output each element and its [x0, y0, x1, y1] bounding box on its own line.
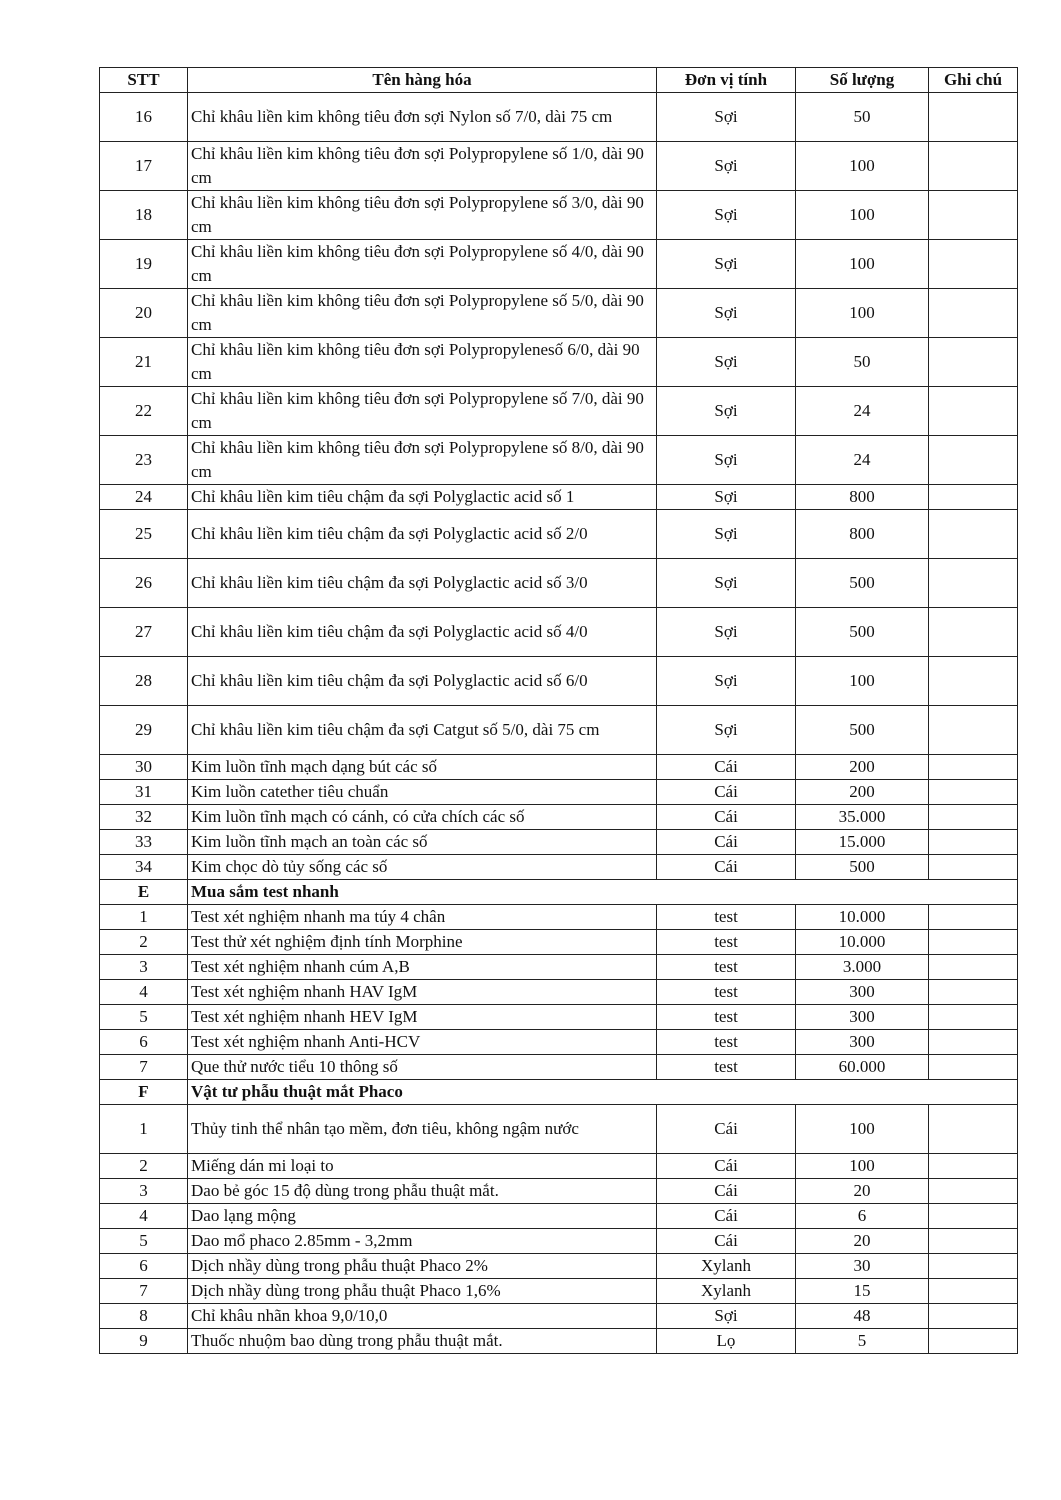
cell-note: [929, 905, 1018, 930]
cell-stt: 7: [100, 1055, 188, 1080]
header-stt: STT: [100, 68, 188, 93]
cell-name: Dịch nhầy dùng trong phẫu thuật Phaco 1,6%: [188, 1279, 657, 1304]
table-row: [100, 905, 1018, 930]
cell-qty: 6: [796, 1204, 929, 1229]
table-row: [100, 240, 1018, 289]
table-row: [100, 289, 1018, 338]
cell-qty: 100: [796, 1154, 929, 1179]
cell-qty: 15.000: [796, 830, 929, 855]
table-row: [100, 191, 1018, 240]
header-qty: Số lượng: [796, 68, 929, 93]
table-header-row: [100, 68, 1018, 93]
cell-note: [929, 755, 1018, 780]
table-row: [100, 805, 1018, 830]
table-row: [100, 142, 1018, 191]
table-row: [100, 338, 1018, 387]
cell-qty: 10.000: [796, 905, 929, 930]
cell-stt: 8: [100, 1304, 188, 1329]
cell-note: [929, 93, 1018, 142]
cell-unit: test: [657, 1030, 796, 1055]
cell-unit: Sợi: [657, 657, 796, 706]
cell-name: Dao lạng mộng: [188, 1204, 657, 1229]
cell-note: [929, 1279, 1018, 1304]
cell-unit: Sợi: [657, 191, 796, 240]
cell-name: Chỉ khâu liền kim không tiêu đơn sợi Polypropylene số 7/0, dài 90 cm: [188, 387, 657, 436]
header-note: Ghi chú: [929, 68, 1018, 93]
cell-qty: 500: [796, 559, 929, 608]
section-row: [100, 1080, 1018, 1105]
cell-unit: Sợi: [657, 559, 796, 608]
cell-unit: Cái: [657, 1229, 796, 1254]
cell-note: [929, 1005, 1018, 1030]
supply-table: [99, 67, 1018, 1354]
table-row: [100, 1154, 1018, 1179]
section-title: Vật tư phẫu thuật mắt Phaco: [188, 1080, 1018, 1105]
cell-name: Chỉ khâu liền kim tiêu chậm đa sợi Catgut số 5/0, dài 75 cm: [188, 706, 657, 755]
cell-qty: 5: [796, 1329, 929, 1354]
table-row: [100, 930, 1018, 955]
table-body: [100, 93, 1018, 1354]
section-row: [100, 880, 1018, 905]
cell-note: [929, 780, 1018, 805]
cell-unit: Lọ: [657, 1329, 796, 1354]
table-row: [100, 436, 1018, 485]
cell-unit: test: [657, 930, 796, 955]
cell-name: Chỉ khâu liền kim không tiêu đơn sợi Polypropylene số 5/0, dài 90 cm: [188, 289, 657, 338]
cell-qty: 500: [796, 706, 929, 755]
cell-unit: Cái: [657, 755, 796, 780]
cell-stt: 23: [100, 436, 188, 485]
cell-unit: Sợi: [657, 510, 796, 559]
cell-stt: 32: [100, 805, 188, 830]
table-row: [100, 1179, 1018, 1204]
cell-note: [929, 1229, 1018, 1254]
cell-unit: Sợi: [657, 240, 796, 289]
cell-qty: 24: [796, 387, 929, 436]
cell-unit: Xylanh: [657, 1279, 796, 1304]
cell-stt: 28: [100, 657, 188, 706]
cell-note: [929, 1204, 1018, 1229]
cell-name: Chỉ khâu liền kim không tiêu đơn sợi Nylon số 7/0, dài 75 cm: [188, 93, 657, 142]
cell-stt: 18: [100, 191, 188, 240]
cell-qty: 200: [796, 755, 929, 780]
cell-unit: Cái: [657, 1204, 796, 1229]
cell-stt: 2: [100, 1154, 188, 1179]
cell-qty: 300: [796, 1030, 929, 1055]
cell-unit: Sợi: [657, 93, 796, 142]
cell-stt: 34: [100, 855, 188, 880]
cell-unit: Cái: [657, 805, 796, 830]
cell-note: [929, 510, 1018, 559]
section-code: F: [100, 1080, 188, 1105]
table-row: [100, 755, 1018, 780]
cell-stt: 3: [100, 955, 188, 980]
cell-unit: test: [657, 980, 796, 1005]
table-row: [100, 1005, 1018, 1030]
cell-name: Chỉ khâu nhãn khoa 9,0/10,0: [188, 1304, 657, 1329]
cell-qty: 3.000: [796, 955, 929, 980]
cell-unit: Sợi: [657, 338, 796, 387]
cell-stt: 3: [100, 1179, 188, 1204]
cell-stt: 20: [100, 289, 188, 338]
cell-name: Thuốc nhuộm bao dùng trong phẫu thuật mắt.: [188, 1329, 657, 1354]
cell-note: [929, 608, 1018, 657]
cell-note: [929, 980, 1018, 1005]
cell-qty: 100: [796, 142, 929, 191]
cell-unit: Sợi: [657, 485, 796, 510]
cell-note: [929, 1329, 1018, 1354]
cell-stt: 16: [100, 93, 188, 142]
section-code: E: [100, 880, 188, 905]
cell-note: [929, 191, 1018, 240]
cell-qty: 300: [796, 980, 929, 1005]
table-row: [100, 706, 1018, 755]
cell-stt: 29: [100, 706, 188, 755]
cell-stt: 9: [100, 1329, 188, 1354]
cell-note: [929, 657, 1018, 706]
cell-note: [929, 805, 1018, 830]
cell-stt: 5: [100, 1229, 188, 1254]
cell-name: Dịch nhầy dùng trong phẫu thuật Phaco 2%: [188, 1254, 657, 1279]
table-row: [100, 1329, 1018, 1354]
cell-qty: 48: [796, 1304, 929, 1329]
cell-name: Dao bẻ góc 15 độ dùng trong phẫu thuật mắt.: [188, 1179, 657, 1204]
cell-stt: 19: [100, 240, 188, 289]
cell-note: [929, 1154, 1018, 1179]
cell-name: Chỉ khâu liền kim tiêu chậm đa sợi Polyglactic acid số 4/0: [188, 608, 657, 657]
table-row: [100, 780, 1018, 805]
cell-unit: Sợi: [657, 436, 796, 485]
cell-note: [929, 289, 1018, 338]
cell-note: [929, 240, 1018, 289]
cell-stt: 25: [100, 510, 188, 559]
cell-note: [929, 485, 1018, 510]
cell-qty: 50: [796, 338, 929, 387]
table-row: [100, 387, 1018, 436]
cell-stt: 5: [100, 1005, 188, 1030]
cell-note: [929, 436, 1018, 485]
cell-note: [929, 830, 1018, 855]
cell-name: Kim luồn tĩnh mạch an toàn các số: [188, 830, 657, 855]
cell-name: Kim luồn tĩnh mạch có cánh, có cửa chích các số: [188, 805, 657, 830]
table-row: [100, 559, 1018, 608]
cell-name: Kim luồn tĩnh mạch dạng bút các số: [188, 755, 657, 780]
cell-qty: 50: [796, 93, 929, 142]
cell-qty: 30: [796, 1254, 929, 1279]
cell-unit: Cái: [657, 780, 796, 805]
table-row: [100, 93, 1018, 142]
cell-qty: 24: [796, 436, 929, 485]
cell-unit: Cái: [657, 855, 796, 880]
cell-qty: 35.000: [796, 805, 929, 830]
cell-stt: 6: [100, 1030, 188, 1055]
table-row: [100, 1055, 1018, 1080]
table-row: [100, 1304, 1018, 1329]
table-row: [100, 830, 1018, 855]
cell-stt: 6: [100, 1254, 188, 1279]
cell-qty: 100: [796, 191, 929, 240]
cell-qty: 200: [796, 780, 929, 805]
cell-name: Chỉ khâu liền kim không tiêu đơn sợi Polypropylene số 3/0, dài 90 cm: [188, 191, 657, 240]
cell-stt: 7: [100, 1279, 188, 1304]
cell-unit: Sợi: [657, 706, 796, 755]
table-row: [100, 980, 1018, 1005]
cell-name: Thủy tinh thể nhân tạo mềm, đơn tiêu, không ngậm nước: [188, 1105, 657, 1154]
cell-name: Dao mổ phaco 2.85mm - 3,2mm: [188, 1229, 657, 1254]
table-row: [100, 510, 1018, 559]
table-row: [100, 1105, 1018, 1154]
cell-note: [929, 1179, 1018, 1204]
table-row: [100, 608, 1018, 657]
cell-name: Test xét nghiệm nhanh cúm A,B: [188, 955, 657, 980]
header-name: Tên hàng hóa: [188, 68, 657, 93]
cell-note: [929, 1030, 1018, 1055]
cell-unit: Cái: [657, 1105, 796, 1154]
cell-name: Que thử nước tiểu 10 thông số: [188, 1055, 657, 1080]
cell-note: [929, 1304, 1018, 1329]
cell-stt: 1: [100, 1105, 188, 1154]
cell-note: [929, 930, 1018, 955]
table-row: [100, 1030, 1018, 1055]
cell-unit: Sợi: [657, 1304, 796, 1329]
cell-stt: 2: [100, 930, 188, 955]
cell-name: Test thử xét nghiệm định tính Morphine: [188, 930, 657, 955]
cell-stt: 1: [100, 905, 188, 930]
cell-stt: 21: [100, 338, 188, 387]
cell-name: Chỉ khâu liền kim tiêu chậm đa sợi Polyglactic acid số 6/0: [188, 657, 657, 706]
cell-name: Kim chọc dò tủy sống các số: [188, 855, 657, 880]
cell-qty: 100: [796, 289, 929, 338]
cell-name: Chỉ khâu liền kim không tiêu đơn sợi Polypropylene số 4/0, dài 90 cm: [188, 240, 657, 289]
cell-name: Test xét nghiệm nhanh HEV IgM: [188, 1005, 657, 1030]
cell-qty: 300: [796, 1005, 929, 1030]
header-unit: Đơn vị tính: [657, 68, 796, 93]
cell-name: Test xét nghiệm nhanh ma túy 4 chân: [188, 905, 657, 930]
cell-name: Chỉ khâu liền kim không tiêu đơn sợi Polypropylene số 1/0, dài 90 cm: [188, 142, 657, 191]
cell-qty: 100: [796, 240, 929, 289]
cell-qty: 800: [796, 510, 929, 559]
cell-qty: 100: [796, 657, 929, 706]
cell-stt: 17: [100, 142, 188, 191]
cell-name: Test xét nghiệm nhanh HAV IgM: [188, 980, 657, 1005]
cell-qty: 500: [796, 608, 929, 657]
cell-stt: 26: [100, 559, 188, 608]
cell-name: Test xét nghiệm nhanh Anti-HCV: [188, 1030, 657, 1055]
cell-qty: 10.000: [796, 930, 929, 955]
cell-stt: 30: [100, 755, 188, 780]
cell-unit: Cái: [657, 830, 796, 855]
cell-unit: Sợi: [657, 289, 796, 338]
cell-stt: 4: [100, 1204, 188, 1229]
cell-name: Chỉ khâu liền kim không tiêu đơn sợi Polypropylene số 8/0, dài 90 cm: [188, 436, 657, 485]
cell-stt: 4: [100, 980, 188, 1005]
table-row: [100, 1229, 1018, 1254]
cell-unit: test: [657, 1055, 796, 1080]
cell-unit: Sợi: [657, 387, 796, 436]
cell-name: Chỉ khâu liền kim tiêu chậm đa sợi Polyglactic acid số 3/0: [188, 559, 657, 608]
cell-note: [929, 706, 1018, 755]
cell-unit: Cái: [657, 1154, 796, 1179]
cell-note: [929, 1254, 1018, 1279]
cell-unit: Sợi: [657, 608, 796, 657]
cell-note: [929, 1055, 1018, 1080]
cell-qty: 15: [796, 1279, 929, 1304]
cell-stt: 33: [100, 830, 188, 855]
cell-qty: 800: [796, 485, 929, 510]
cell-stt: 31: [100, 780, 188, 805]
cell-note: [929, 955, 1018, 980]
cell-unit: Cái: [657, 1179, 796, 1204]
cell-note: [929, 387, 1018, 436]
table-row: [100, 1279, 1018, 1304]
cell-qty: 20: [796, 1179, 929, 1204]
cell-qty: 500: [796, 855, 929, 880]
cell-name: Chỉ khâu liền kim không tiêu đơn sợi Polypropylenesố 6/0, dài 90 cm: [188, 338, 657, 387]
cell-unit: test: [657, 905, 796, 930]
cell-stt: 22: [100, 387, 188, 436]
cell-unit: test: [657, 1005, 796, 1030]
cell-stt: 27: [100, 608, 188, 657]
cell-name: Miếng dán mi loại to: [188, 1154, 657, 1179]
cell-note: [929, 142, 1018, 191]
cell-note: [929, 855, 1018, 880]
section-title: Mua sắm test nhanh: [188, 880, 1018, 905]
cell-qty: 20: [796, 1229, 929, 1254]
cell-qty: 100: [796, 1105, 929, 1154]
cell-unit: test: [657, 955, 796, 980]
cell-qty: 60.000: [796, 1055, 929, 1080]
cell-stt: 24: [100, 485, 188, 510]
table-row: [100, 855, 1018, 880]
cell-name: Chỉ khâu liền kim tiêu chậm đa sợi Polyglactic acid số 2/0: [188, 510, 657, 559]
cell-note: [929, 559, 1018, 608]
table-row: [100, 1254, 1018, 1279]
cell-unit: Sợi: [657, 142, 796, 191]
table-row: [100, 1204, 1018, 1229]
cell-note: [929, 338, 1018, 387]
cell-name: Kim luồn catether tiêu chuẩn: [188, 780, 657, 805]
table-row: [100, 955, 1018, 980]
table-row: [100, 485, 1018, 510]
table-row: [100, 657, 1018, 706]
cell-unit: Xylanh: [657, 1254, 796, 1279]
cell-note: [929, 1105, 1018, 1154]
cell-name: Chỉ khâu liền kim tiêu chậm đa sợi Polyglactic acid số 1: [188, 485, 657, 510]
